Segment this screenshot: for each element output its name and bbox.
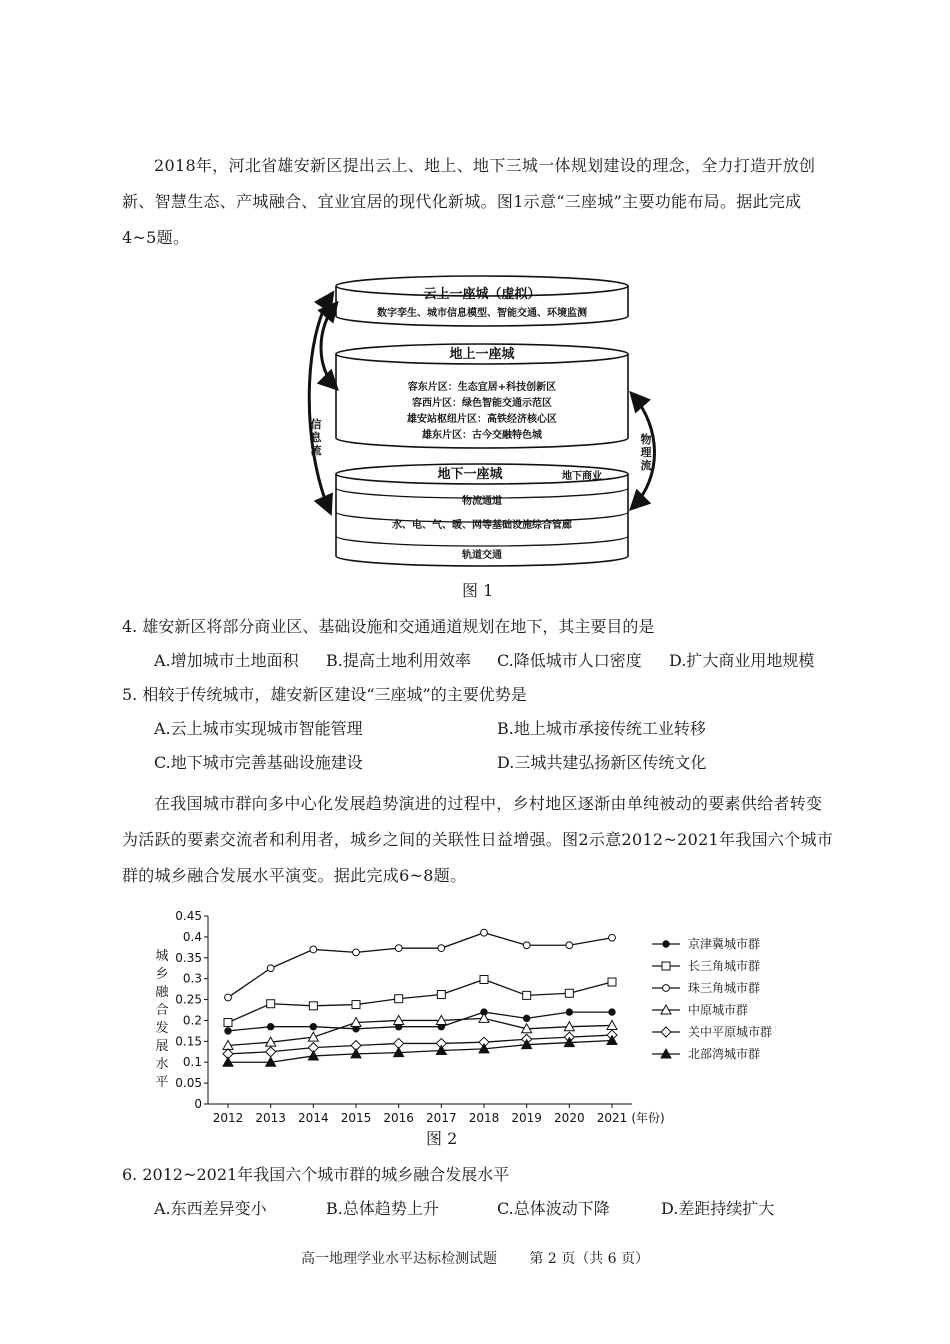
- data-point: [523, 942, 530, 949]
- x-tick-label: 2019: [511, 1111, 542, 1125]
- legend-marker: [663, 941, 669, 947]
- info-flow-label-1: 信: [310, 418, 322, 431]
- ground-city-line-3: 雄安站枢纽片区：高铁经济核心区: [407, 414, 557, 425]
- y-axis-label-char: 发: [155, 1021, 169, 1036]
- y-axis-label-char: 乡: [155, 967, 169, 982]
- x-tick-label: 2020: [554, 1111, 585, 1125]
- y-tick-label: 0.1: [182, 1055, 202, 1070]
- data-point: [224, 1019, 232, 1027]
- data-point: [266, 1047, 276, 1057]
- q4-option-b: B.提高土地利用效率: [326, 651, 471, 670]
- passage-2-text: 在我国城市群向多中心化发展趋势演进的过程中，乡村地区逐渐由单纯被动的要素供给者转变为活跃的要素交流者和利用者，城乡之间的关联性日益增强。图2示意2012~2021年我国六个城市群的城乡融合发展水平演变。据此完成6~8题。: [122, 794, 834, 885]
- y-axis-label-char: 合: [155, 1003, 169, 1018]
- data-point: [310, 1024, 316, 1030]
- legend-label: 京津冀城市群: [688, 937, 761, 951]
- y-tick-label: 0: [194, 1097, 202, 1111]
- data-point: [481, 929, 488, 936]
- y-tick-label: 0.15: [175, 1034, 202, 1049]
- data-point: [309, 1002, 317, 1010]
- q6-option-b: B.总体趋势上升: [326, 1199, 439, 1218]
- question-4-stem: 4. 雄安新区将部分商业区、基础设施和交通通道规划在地下，其主要目的是: [122, 617, 655, 636]
- data-point: [523, 1015, 529, 1021]
- y-axis-label-char: 平: [155, 1075, 169, 1090]
- y-tick-label: 0.45: [175, 909, 202, 923]
- underground-layer-logistics: 物流通道: [462, 496, 502, 507]
- x-axis-label: (年份): [631, 1111, 665, 1125]
- data-point: [609, 934, 616, 941]
- data-point: [437, 991, 445, 999]
- data-point: [566, 942, 573, 949]
- physical-flow-label-3: 流: [640, 459, 652, 472]
- underground-commerce-label: 地下商业: [562, 471, 602, 482]
- data-point: [352, 1001, 360, 1009]
- figure-1-caption: 图 1: [462, 581, 494, 600]
- x-tick-label: 2016: [383, 1111, 414, 1125]
- data-point: [225, 1028, 231, 1034]
- q4-option-c: C.降低城市人口密度: [497, 651, 642, 670]
- data-point: [608, 978, 616, 986]
- footer-page-number: 第 2 页（共 6 页）: [529, 1251, 650, 1267]
- legend-label: 中原城市群: [688, 1003, 749, 1017]
- y-axis-label-char: 城: [155, 949, 169, 964]
- data-point: [310, 946, 317, 953]
- x-tick-label: 2018: [468, 1111, 500, 1125]
- x-tick-label: 2013: [255, 1111, 286, 1125]
- data-point: [267, 1000, 275, 1008]
- y-tick-label: 0.2: [182, 1013, 202, 1028]
- underground-layer-rail: 轨道交通: [462, 550, 502, 561]
- data-point: [225, 994, 232, 1001]
- underground-city-title: 地下一座城: [437, 467, 503, 482]
- data-point: [480, 976, 488, 984]
- data-point: [565, 989, 573, 997]
- q5-option-b: B.地上城市承接传统工业转移: [497, 719, 706, 738]
- legend-marker: [663, 985, 670, 992]
- ground-city-line-1: 容东片区：生态宜居+科技创新区: [407, 382, 557, 393]
- physical-flow-label-2: 理: [640, 446, 652, 459]
- question-6-stem: 6. 2012~2021年我国六个城市群的城乡融合发展水平: [122, 1165, 510, 1184]
- q6-option-a: A.东西差异变小: [154, 1199, 267, 1218]
- info-flow-label-2: 息: [310, 431, 322, 444]
- legend-label: 北部湾城市群: [688, 1047, 761, 1061]
- y-axis-label-char: 融: [155, 985, 169, 1000]
- figure-1-three-cities-diagram: [290, 268, 670, 574]
- y-axis-label-char: 展: [155, 1039, 169, 1054]
- y-tick-label: 0.05: [175, 1076, 202, 1091]
- ground-city-line-4: 雄东片区：古今交融特色城: [422, 430, 542, 441]
- x-tick-label: 2015: [340, 1111, 372, 1125]
- cloud-city-subtitle: 数字孪生、城市信息模型、智能交通、环境监测: [377, 308, 587, 319]
- cloud-city-title: 云上一座城（虚拟）: [423, 287, 541, 302]
- x-tick-label: 2012: [212, 1111, 244, 1125]
- y-axis-label-char: 水: [155, 1057, 169, 1072]
- legend-label: 珠三角城市群: [688, 981, 761, 995]
- figure-2-line-chart: [140, 900, 773, 1128]
- y-tick-label: 0.35: [175, 950, 202, 965]
- figure-2-caption: 图 2: [426, 1129, 458, 1148]
- underground-layer-utilities: 水、电、气、暖、网等基础设施综合管廊: [392, 520, 572, 531]
- q5-option-c: C.地下城市完善基础设施建设: [154, 753, 363, 772]
- page-footer: [0, 1248, 950, 1268]
- legend-marker: [661, 1027, 671, 1037]
- y-tick-label: 0.25: [175, 992, 202, 1007]
- series-line: [228, 933, 612, 998]
- data-point: [395, 945, 402, 952]
- data-point: [267, 1024, 273, 1030]
- q5-option-d: D.三城共建弘扬新区传统文化: [497, 753, 707, 772]
- physical-flow-label-1: 物: [640, 433, 652, 446]
- series-line: [228, 980, 612, 1023]
- info-flow-label-3: 流: [310, 444, 322, 457]
- passage-2: [122, 786, 834, 894]
- y-tick-label: 0.4: [182, 929, 202, 944]
- data-point: [609, 1009, 615, 1015]
- data-point: [438, 945, 445, 952]
- series-line: [228, 1018, 612, 1045]
- question-5-stem: 5. 相较于传统城市，雄安新区建设“三座城”的主要优势是: [122, 685, 527, 704]
- legend-label: 长三角城市群: [688, 959, 761, 973]
- legend-marker: [662, 962, 670, 970]
- ground-city-title: 地上一座城: [449, 347, 515, 362]
- q4-option-d: D.扩大商业用地规模: [669, 651, 815, 670]
- data-point: [395, 995, 403, 1003]
- data-point: [479, 1013, 489, 1022]
- footer-title: 高一地理学业水平达标检测试题: [300, 1251, 497, 1267]
- legend-label: 关中平原城市群: [688, 1025, 773, 1039]
- q6-option-c: C.总体波动下降: [497, 1199, 610, 1218]
- q5-option-a: A.云上城市实现城市智能管理: [154, 719, 363, 738]
- y-tick-label: 0.3: [182, 971, 202, 986]
- passage-1: [122, 148, 834, 256]
- data-point: [353, 949, 360, 956]
- x-tick-label: 2014: [298, 1111, 329, 1125]
- data-point: [523, 991, 531, 999]
- q4-option-a: A.增加城市土地面积: [154, 651, 299, 670]
- x-tick-label: 2017: [426, 1111, 457, 1125]
- q6-option-d: D.差距持续扩大: [661, 1199, 775, 1218]
- data-point: [566, 1009, 572, 1015]
- passage-1-text: 2018年，河北省雄安新区提出云上、地上、地下三城一体规划建设的理念，全力打造开放创新、智慧生态、产城融合、宜业宜居的现代化新城。图1示意“三座城”主要功能布局。据此完成4~5题。: [122, 156, 816, 247]
- x-tick-label: 2021: [596, 1111, 628, 1125]
- ground-city-line-2: 容西片区：绿色智能交通示范区: [412, 398, 552, 409]
- data-point: [308, 1032, 318, 1041]
- data-point: [267, 965, 274, 972]
